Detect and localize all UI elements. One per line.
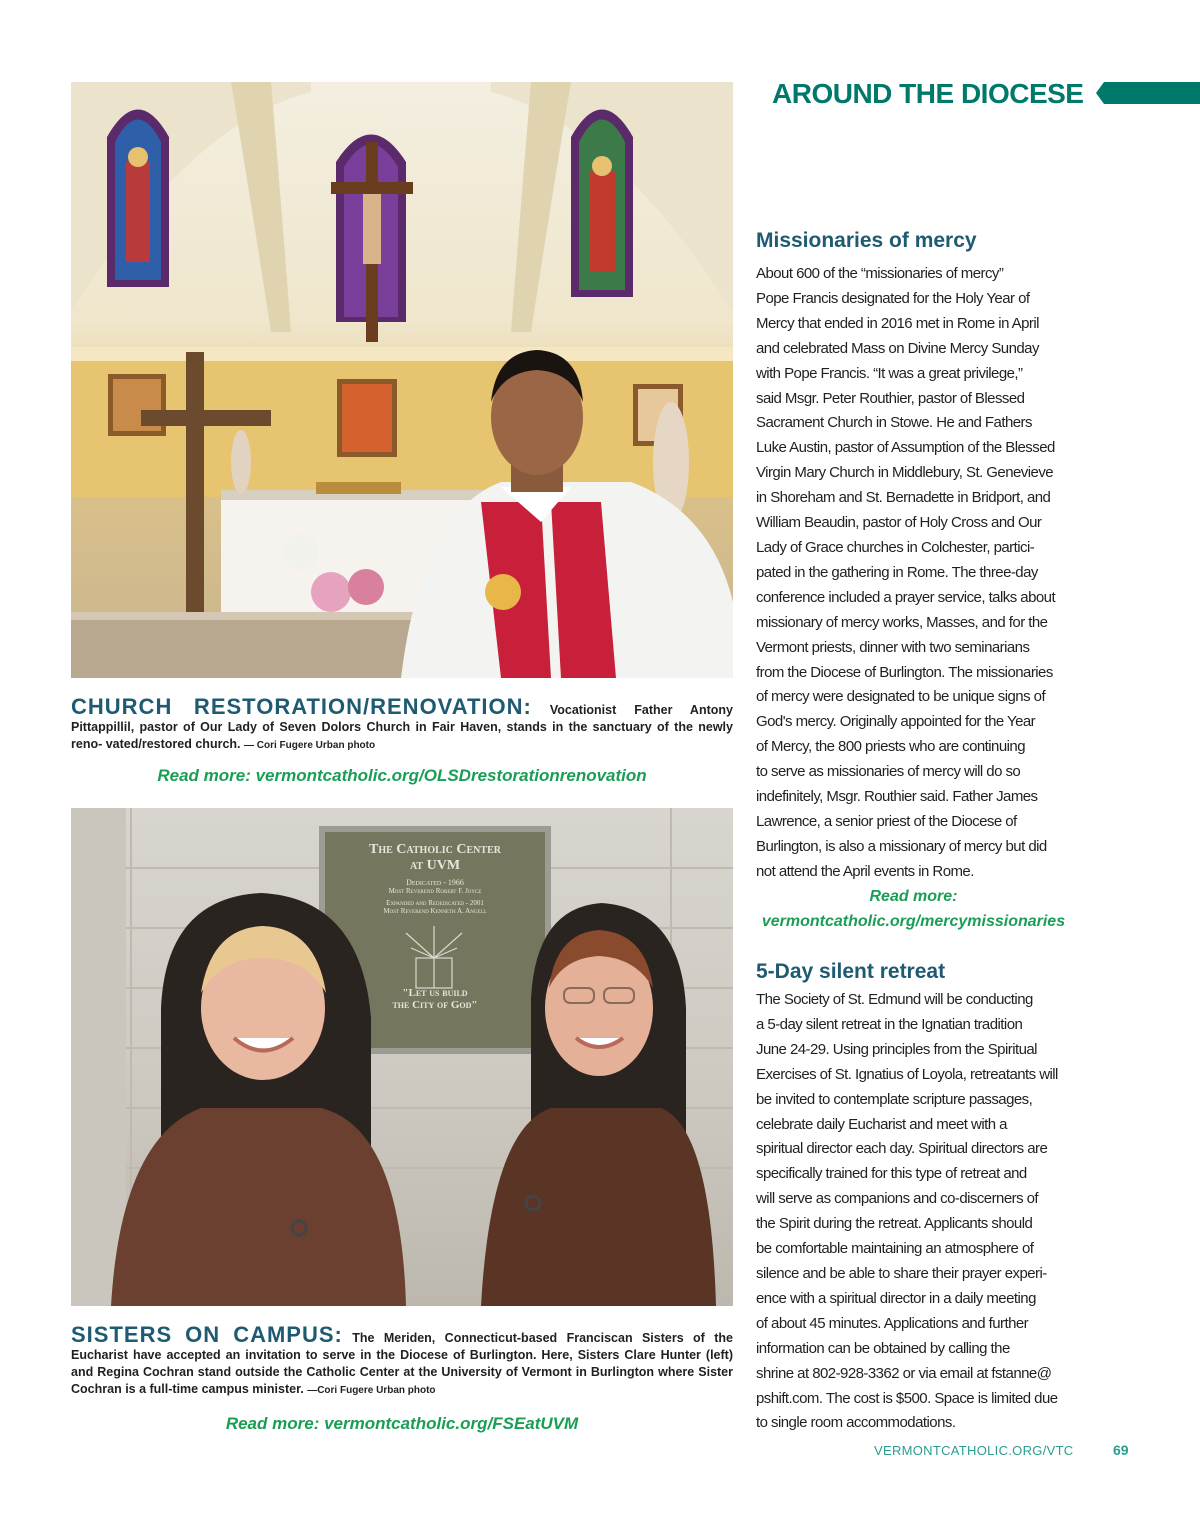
article-line: Sacrament Church in Stowe. He and Fathers: [756, 414, 1032, 432]
article-line: in Shoreham and St. Bernadette in Bridport, and: [756, 489, 1051, 507]
article-line: shrine at 802-928-3362 or via email at fstanne@: [756, 1364, 1052, 1382]
sisters-caption-text-3: Cochran stand outside the Catholic Center at the University of Vermont in Burlington where Sister Cochran: [71, 1365, 734, 1396]
article-line: indefinitely, Msgr. Routhier said. Father James: [756, 788, 1038, 806]
article-line: Exercises of St. Ignatius of Loyola, retreatants will: [756, 1065, 1058, 1083]
article-line: The Society of St. Edmund will be conducting: [756, 991, 1033, 1008]
article-line: from the Diocese of Burlington. The missionaries: [756, 663, 1053, 681]
article-line: to single room accommodations.: [756, 1414, 956, 1432]
article-line: of Mercy, the 800 priests who are continuing: [756, 738, 1026, 756]
article-line: will serve as companions and co-discerners of: [756, 1190, 1039, 1208]
article-line: of about 45 minutes. Applications and further: [756, 1314, 1029, 1332]
church-read-more-link[interactable]: Read more: vermontcatholic.org/OLSDrestorationrenovation: [157, 766, 647, 785]
sisters-read-more-link[interactable]: Read more: vermontcatholic.org/FSEatUVM: [225, 1414, 579, 1433]
article-line: and celebrated Mass on Divine Mercy Sunday: [756, 339, 1039, 357]
church-caption-text-1: Vocationist Father Antony Pittappillil,: [71, 703, 733, 734]
article-line: spiritual director each day. Spiritual directors are: [756, 1140, 1048, 1158]
article-line: pated in the gathering in Rome. The three-day: [756, 563, 1038, 581]
article-line: not attend the April events in Rome.: [756, 862, 974, 880]
plaque-rededicated: Expanded and Rededicated - 2001: [386, 899, 484, 907]
article-line: pshift.com. The cost is $500. Space is limited due: [756, 1389, 1058, 1407]
plaque-dedicated-by: Most Reverend Robert F. Joyce: [388, 887, 482, 895]
article-line: About 600 of the “missionaries of mercy”: [756, 265, 1004, 282]
plaque-dedicated: Dedicated - 1966: [406, 878, 464, 887]
missionaries-read-more-url[interactable]: vermontcatholic.org/mercymissionaries: [761, 913, 1066, 930]
article-line: God's mercy. Originally appointed for the Year: [756, 713, 1036, 731]
article-line: Pope Francis designated for the Holy Year of: [756, 289, 1030, 307]
article-line: specifically trained for this type of retreat and: [756, 1165, 1027, 1183]
footer-url[interactable]: VERMONTCATHOLIC.ORG/VTC: [874, 1443, 1074, 1458]
sisters-caption-text-1: The Meriden, Connecticut-based Franciscan Sisters of the Eucharist have: [71, 1331, 733, 1362]
section-header-tab: [1096, 82, 1200, 104]
article-line: missionary of mercy works, Masses, and for the: [756, 613, 1048, 631]
article-line: Burlington, is also a missionary of mercy but did: [756, 837, 1047, 855]
plaque: [325, 832, 545, 1011]
article-line: June 24-29. Using principles from the Spiritual: [756, 1040, 1037, 1058]
article-missionaries-title: Missionaries of mercy: [756, 229, 977, 252]
article-line: to serve as missionaries of mercy will do so: [756, 763, 1021, 781]
plaque-title-1: The Catholic Center: [369, 842, 501, 857]
sisters-photo-caption: [71, 1322, 734, 1399]
sisters-photo-credit: —Cori Fugere Urban photo: [307, 1385, 436, 1396]
plaque-title-2: at UVM: [409, 858, 461, 873]
article-line: Lady of Grace churches in Colchester, partici-: [756, 538, 1035, 556]
article-line: celebrate daily Eucharist and meet with a: [756, 1115, 1007, 1133]
article-line: Lawrence, a senior priest of the Diocese of: [756, 812, 1017, 830]
missionaries-read-more-label: Read more:: [869, 888, 958, 905]
article-retreat-body: [756, 988, 1076, 1436]
article-line: said Msgr. Peter Routhier, pastor of Blessed: [756, 389, 1025, 407]
church-photo-caption: [71, 694, 733, 754]
article-line: be comfortable maintaining an atmosphere of: [756, 1240, 1034, 1258]
section-header: AROUND THE DIOCESE: [772, 78, 1084, 109]
missionaries-read-more-link[interactable]: [756, 884, 1071, 934]
article-line: Vermont priests, dinner with two seminarians: [756, 638, 1030, 656]
sisters-caption-label: SISTERS ON CAMPUS:: [71, 1322, 343, 1347]
sisters-caption-text-2: accepted an invitation to serve in the Diocese of Burlington. Here, Sisters Clare Hunter (left) and Regina: [71, 1348, 733, 1379]
article-line: the Spirit during the retreat. Applicants should: [756, 1215, 1033, 1233]
church-caption-label: CHURCH RESTORATION/RENOVATION:: [71, 694, 532, 719]
article-line: Mercy that ended in 2016 met in Rome in April: [756, 314, 1039, 332]
page-number: 69: [1113, 1442, 1129, 1458]
church-photo-credit: — Cori Fugere Urban photo: [243, 740, 376, 751]
plaque-motto-1: "Let us build: [402, 987, 468, 999]
article-line: ence with a spiritual director in a daily meeting: [756, 1289, 1036, 1307]
article-line: information can be obtained by calling the: [756, 1339, 1010, 1357]
article-line: of mercy were designated to be unique signs of: [756, 688, 1046, 706]
church-sanctuary-photo: [71, 82, 733, 678]
church-caption-text-3: vated/restored church.: [105, 737, 241, 751]
plaque-rededicated-by: Most Reverend Kenneth A. Angell: [383, 907, 487, 915]
article-line: William Beaudin, pastor of Holy Cross and Our: [756, 514, 1042, 532]
article-missionaries-body: [756, 262, 1076, 885]
plaque-motto-2: the City of God": [392, 999, 478, 1011]
article-line: silence and be able to share their prayer experi-: [756, 1264, 1047, 1282]
sisters-caption-text-4: is a full-time campus minister.: [125, 1382, 304, 1396]
sisters-on-campus-photo: [71, 808, 733, 1306]
article-line: Luke Austin, pastor of Assumption of the Blessed: [756, 439, 1055, 457]
church-caption-text-2: pastor of Our Lady of Seven Dolors Church in Fair Haven, stands in the sanctuary of the newly reno-: [71, 720, 733, 751]
article-line: with Pope Francis. “It was a great privilege,”: [756, 364, 1023, 382]
article-retreat-title: 5-Day silent retreat: [756, 960, 946, 983]
article-line: conference included a prayer service, talks about: [756, 588, 1056, 606]
article-line: a 5-day silent retreat in the Ignatian tradition: [756, 1015, 1023, 1033]
article-line: be invited to contemplate scripture passages,: [756, 1090, 1033, 1108]
article-line: Virgin Mary Church in Middlebury, St. Genevieve: [756, 464, 1054, 482]
